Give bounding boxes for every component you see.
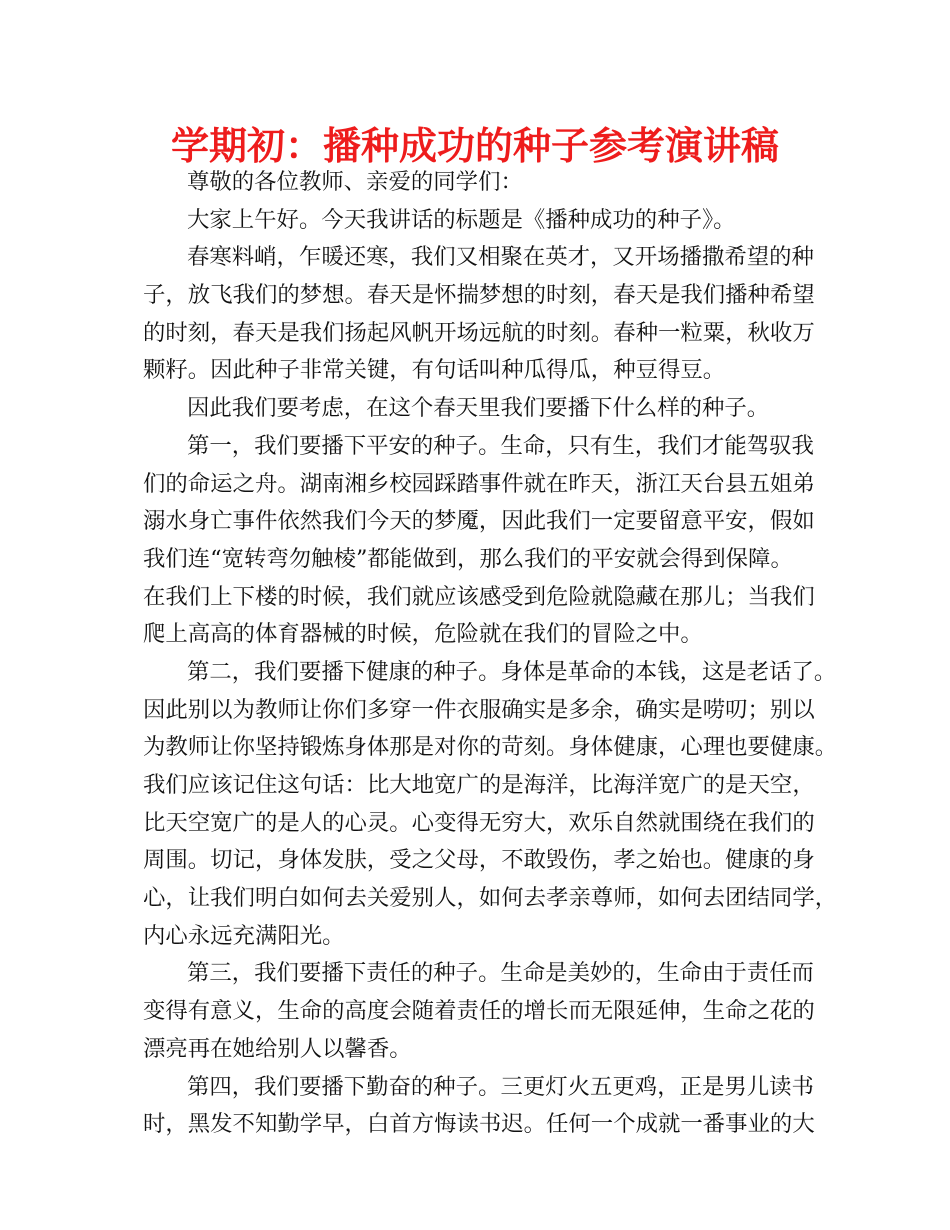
text-line: 周围。切记，身体发肤，受之父母，不敢毁伤，孝之始也。健康的身 [143,847,815,874]
text-line: 漂亮再在她给别人以馨香。 [143,1035,412,1062]
text-line: 时，黑发不知勤学早，白首方悔读书迟。任何一个成就一番事业的大 [143,1111,815,1138]
text-line: 我们连“宽转弯勿触棱”都能做到，那么我们的平安就会得到保障。 [143,545,793,572]
text-line: 心，让我们明白如何去关爱别人，如何去孝亲尊师，如何去团结同学， [143,885,838,912]
text-line: 大家上午好。今天我讲话的标题是《播种成功的种子》。 [187,206,736,233]
text-line: 因此我们要考虑，在这个春天里我们要播下什么样的种子。 [187,395,770,422]
text-line: 内心永远充满阳光。 [143,922,345,949]
text-line: 爬上高高的体育器械的时候，危险就在我们的冒险之中。 [143,621,703,648]
document-title: 学期初：播种成功的种子参考演讲稿 [170,124,779,168]
text-line: 们的命运之舟。湖南湘乡校园踩踏事件就在昨天，浙江天台县五姐弟 [143,470,815,497]
text-line: 子，放飞我们的梦想。春天是怀揣梦想的时刻，春天是我们播种希望 [143,282,815,309]
text-line: 我们应该记住这句话：比大地宽广的是海洋，比海洋宽广的是天空， [143,772,815,798]
text-line: 第二，我们要播下健康的种子。身体是革命的本钱，这是老话了。 [187,658,837,685]
text-line: 春寒料峭，乍暖还寒，我们又相聚在英才，又开场播撒希望的种 [187,244,814,271]
text-line: 的时刻，春天是我们扬起风帆开场远航的时刻。春种一粒粟，秋收万 [143,319,815,346]
text-line: 溺水身亡事件依然我们今天的梦魇，因此我们一定要留意平安，假如 [143,508,815,535]
text-line: 为教师让你坚持锻炼身体那是对你的苛刻。身体健康，心理也要健康。 [143,734,838,761]
text-line: 第一，我们要播下平安的种子。生命，只有生，我们才能驾驭我 [187,432,814,459]
text-line: 因此别以为教师让你们多穿一件衣服确实是多余，确实是唠叨；别以 [143,696,815,723]
document-body [143,164,838,1144]
text-line: 在我们上下楼的时候，我们就应该感受到危险就隐藏在那儿；当我们 [143,583,815,610]
text-line: 尊敬的各位教师、亲爱的同学们： [187,169,523,195]
text-line: 颗籽。因此种子非常关键，有句话叫种瓜得瓜，种豆得豆。 [143,357,726,384]
text-line: 比天空宽广的是人的心灵。心变得无穷大，欢乐自然就围绕在我们的 [143,809,815,836]
text-line: 第四，我们要播下勤奋的种子。三更灯火五更鸡，正是男儿读书 [187,1073,814,1100]
text-line: 变得有意义，生命的高度会随着责任的增长而无限延伸，生命之花的 [143,998,815,1025]
text-line: 第三，我们要播下责任的种子。生命是美妙的，生命由于责任而 [187,960,814,987]
